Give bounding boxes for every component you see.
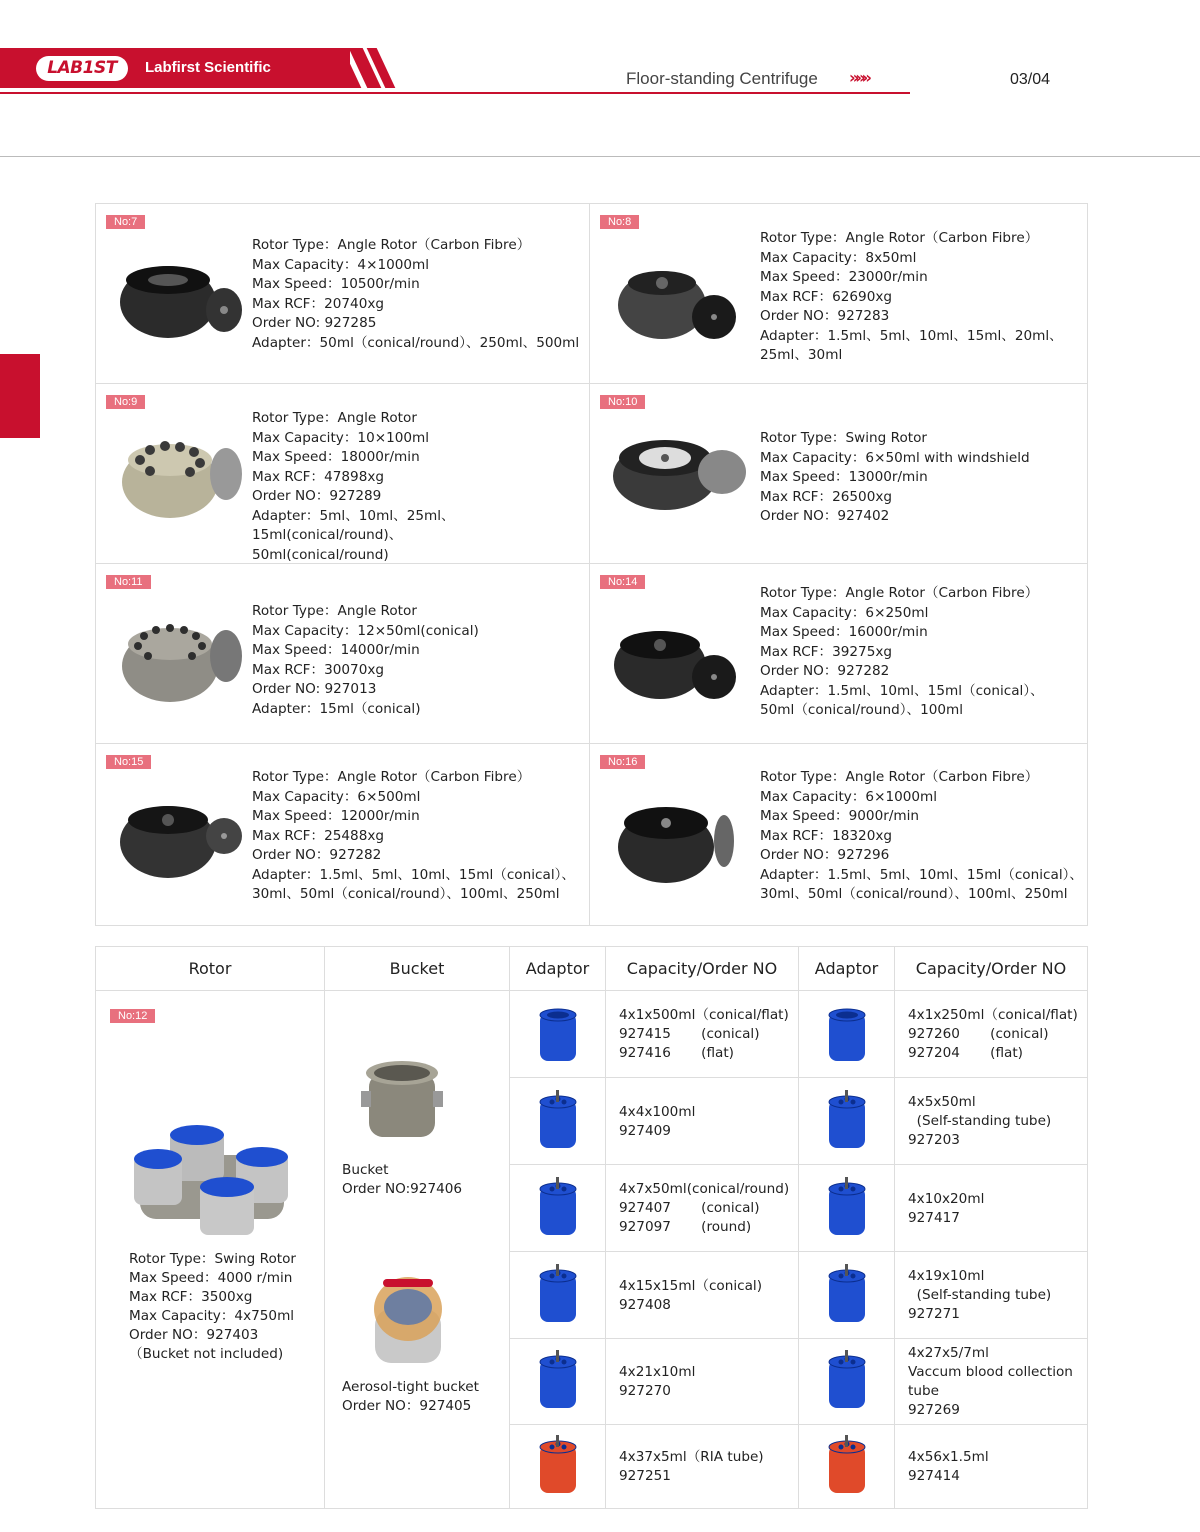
capacity-order-text: 4x37x5ml（RIA tube) 927251 bbox=[619, 1449, 764, 1484]
adaptor-image-cell bbox=[510, 1165, 606, 1252]
capacity-order-text: 4x19x10ml (Self-standing tube) 927271 bbox=[908, 1268, 1052, 1322]
rotor-number-badge: No:7 bbox=[106, 215, 145, 229]
adaptor-image bbox=[823, 1264, 871, 1328]
rotor-number-badge: No:14 bbox=[600, 575, 645, 589]
capacity-cell bbox=[606, 1425, 799, 1508]
rotor-spec: Rotor Type：Angle Rotor（Carbon Fibre） Max Capacity：4×1000ml Max Speed：10500r/min Max RCF：20740xg Order NO: 927285 Adapter：50ml（conical/round）、250ml、500ml bbox=[252, 237, 580, 351]
column-header: Capacity/Order NO bbox=[606, 947, 799, 991]
swing-rotor-image bbox=[130, 1117, 294, 1241]
divider bbox=[0, 156, 1200, 157]
bucket-image bbox=[361, 1059, 443, 1149]
rotor-card bbox=[590, 384, 1087, 564]
capacity-order-text: 4x56x1.5ml 927414 bbox=[908, 1449, 989, 1484]
rotor-number-badge: No:8 bbox=[600, 215, 639, 229]
capacity-order-text: 4x7x50ml(conical/round) 927407 (conical) 927097 (round) bbox=[619, 1181, 790, 1235]
rotor-card bbox=[590, 744, 1087, 926]
rotor-image bbox=[610, 619, 740, 704]
rotor-spec: Rotor Type：Swing Rotor Max Capacity：6×50ml with windshield Max Speed：13000r/min Max RCF：26500xg Order NO：927402 bbox=[760, 430, 1030, 524]
rotor-spec: Rotor Type：Angle Rotor Max Capacity：10×100ml Max Speed：18000r/min Max RCF：47898xg Order NO：927289 Adapter：5ml、10ml、25ml、15ml(conical/round)、 50ml(conical/round) bbox=[252, 410, 455, 563]
capacity-cell bbox=[606, 991, 799, 1078]
rotor-image bbox=[116, 794, 246, 884]
column-header: Adaptor bbox=[799, 947, 895, 991]
rotor-image bbox=[116, 252, 246, 342]
rotor-image bbox=[614, 799, 744, 889]
chevron-icon: »»» bbox=[849, 68, 869, 87]
adaptor-image bbox=[823, 1435, 871, 1499]
rotor-spec: Rotor Type：Angle Rotor（Carbon Fibre） Max Capacity：6×500ml Max Speed：12000r/min Max RCF：25488xg Order NO：927282 Adapter：1.5ml、5ml、10ml、15ml（conical）、 30ml、50ml（conical/round）、100ml、250ml bbox=[252, 769, 575, 902]
rotor-card bbox=[96, 384, 590, 564]
rotor-spec: Rotor Type：Angle Rotor Max Capacity：12×50ml(conical) Max Speed：14000r/min Max RCF：30070xg Order NO: 927013 Adapter：15ml（conical) bbox=[252, 603, 479, 717]
capacity-cell bbox=[606, 1252, 799, 1339]
rotor-spec: Rotor Type：Swing Rotor Max Speed：4000 r/min Max RCF：3500xg Max Capacity：4x750ml Order NO：927403 （Bucket not included) bbox=[129, 1251, 296, 1362]
rotor-grid bbox=[95, 203, 1088, 926]
aerosol-bucket-image bbox=[371, 1273, 445, 1367]
column-header: Adaptor bbox=[510, 947, 606, 991]
rotor-spec: Rotor Type：Angle Rotor（Carbon Fibre） Max Capacity：8x50ml Max Speed：23000r/min Max RCF：62690xg Order NO：927283 Adapter：1.5ml、5ml、10ml、15ml、20ml、 25ml、30ml bbox=[760, 230, 1063, 363]
bucket-info: Aerosol-tight bucket Order NO：927405 bbox=[342, 1379, 479, 1414]
adaptor-image-cell bbox=[510, 1252, 606, 1339]
rotor-number-badge: No:16 bbox=[600, 755, 645, 769]
adaptor-image bbox=[823, 1350, 871, 1414]
bucket-column bbox=[325, 991, 510, 1508]
adaptor-image bbox=[823, 1003, 871, 1067]
adaptor-image-cell bbox=[799, 1078, 895, 1165]
rotor-number-badge: No:15 bbox=[106, 755, 151, 769]
rotor-image bbox=[610, 432, 750, 517]
adaptor-image bbox=[823, 1177, 871, 1241]
adaptor-image bbox=[534, 1350, 582, 1414]
side-tab bbox=[0, 354, 40, 438]
rotor-number-badge: No:9 bbox=[106, 395, 145, 409]
rotor-spec: Rotor Type：Angle Rotor（Carbon Fibre） Max Capacity：6×250ml Max Speed：16000r/min Max RCF：39275xg Order NO：927282 Adapter：1.5ml、10ml、15ml（conical）、 50ml（conical/round）、100ml bbox=[760, 585, 1044, 718]
capacity-cell bbox=[895, 1339, 1087, 1425]
adaptor-image bbox=[534, 1435, 582, 1499]
column-header: Capacity/Order NO bbox=[895, 947, 1087, 991]
adaptor-image bbox=[534, 1003, 582, 1067]
capacity-order-text: 4x27x5/7ml Vaccum blood collection tube 927269 bbox=[908, 1345, 1073, 1418]
capacity-cell bbox=[895, 1252, 1087, 1339]
page-number: 03/04 bbox=[1010, 71, 1051, 88]
rotor-card bbox=[96, 744, 590, 926]
brand-logo: LAB1ST bbox=[36, 56, 128, 81]
capacity-order-text: 4x1x500ml（conical/flat) 927415 (conical) 927416 (flat) bbox=[619, 1007, 789, 1061]
column-header: Rotor bbox=[96, 947, 325, 991]
rotor-image bbox=[118, 616, 248, 706]
adaptor-image-cell bbox=[799, 1339, 895, 1425]
rotor-spec: Rotor Type：Angle Rotor（Carbon Fibre） Max Capacity：6×1000ml Max Speed：9000r/min Max RCF：18320xg Order NO：927296 Adapter：1.5ml、5ml、10ml、15ml（conical）、 30ml、50ml（conical/round）、100ml、250ml bbox=[760, 769, 1083, 902]
rotor-column bbox=[96, 991, 325, 1508]
adaptor-image bbox=[534, 1264, 582, 1328]
capacity-order-text: 4x4x100ml 927409 bbox=[619, 1104, 696, 1139]
rotor-number-badge: No:10 bbox=[600, 395, 645, 409]
rotor-number-badge: No:12 bbox=[110, 1009, 155, 1023]
document-title: Floor-standing Centrifuge bbox=[626, 69, 818, 88]
adaptor-image-cell bbox=[799, 991, 895, 1078]
rotor-card bbox=[590, 564, 1087, 744]
brand-name: Labfirst Scientific bbox=[145, 59, 271, 76]
adaptor-image bbox=[534, 1090, 582, 1154]
capacity-order-text: 4x1x250ml（conical/flat) 927260 (conical) 927204 (flat) bbox=[908, 1007, 1078, 1061]
column-header: Bucket bbox=[325, 947, 510, 991]
capacity-order-text: 4x15x15ml（conical) 927408 bbox=[619, 1278, 763, 1313]
adaptor-image bbox=[534, 1177, 582, 1241]
adaptor-image-cell bbox=[510, 1339, 606, 1425]
capacity-cell bbox=[895, 1165, 1087, 1252]
capacity-cell bbox=[895, 991, 1087, 1078]
adaptor-table bbox=[95, 946, 1088, 1509]
capacity-cell bbox=[606, 1165, 799, 1252]
adaptor-image bbox=[823, 1090, 871, 1154]
rotor-card bbox=[96, 204, 590, 384]
rotor-number-badge: No:11 bbox=[106, 575, 151, 589]
adaptor-image-cell bbox=[510, 1425, 606, 1508]
capacity-cell bbox=[895, 1078, 1087, 1165]
bucket-info: Bucket Order NO:927406 bbox=[342, 1162, 463, 1197]
capacity-order-text: 4x10x20ml 927417 bbox=[908, 1191, 985, 1226]
adaptor-image-cell bbox=[510, 991, 606, 1078]
rotor-card bbox=[96, 564, 590, 744]
adaptor-image-cell bbox=[510, 1078, 606, 1165]
capacity-order-text: 4x21x10ml 927270 bbox=[619, 1364, 696, 1399]
rotor-image bbox=[614, 259, 744, 344]
rotor-card bbox=[590, 204, 1087, 384]
capacity-cell bbox=[606, 1339, 799, 1425]
adaptor-image-cell bbox=[799, 1425, 895, 1508]
adaptor-image-cell bbox=[799, 1252, 895, 1339]
capacity-order-text: 4x5x50ml (Self-standing tube) 927203 bbox=[908, 1094, 1052, 1148]
capacity-cell bbox=[606, 1078, 799, 1165]
header-rule bbox=[0, 92, 910, 94]
rotor-image bbox=[118, 432, 248, 522]
capacity-cell bbox=[895, 1425, 1087, 1508]
adaptor-image-cell bbox=[799, 1165, 895, 1252]
